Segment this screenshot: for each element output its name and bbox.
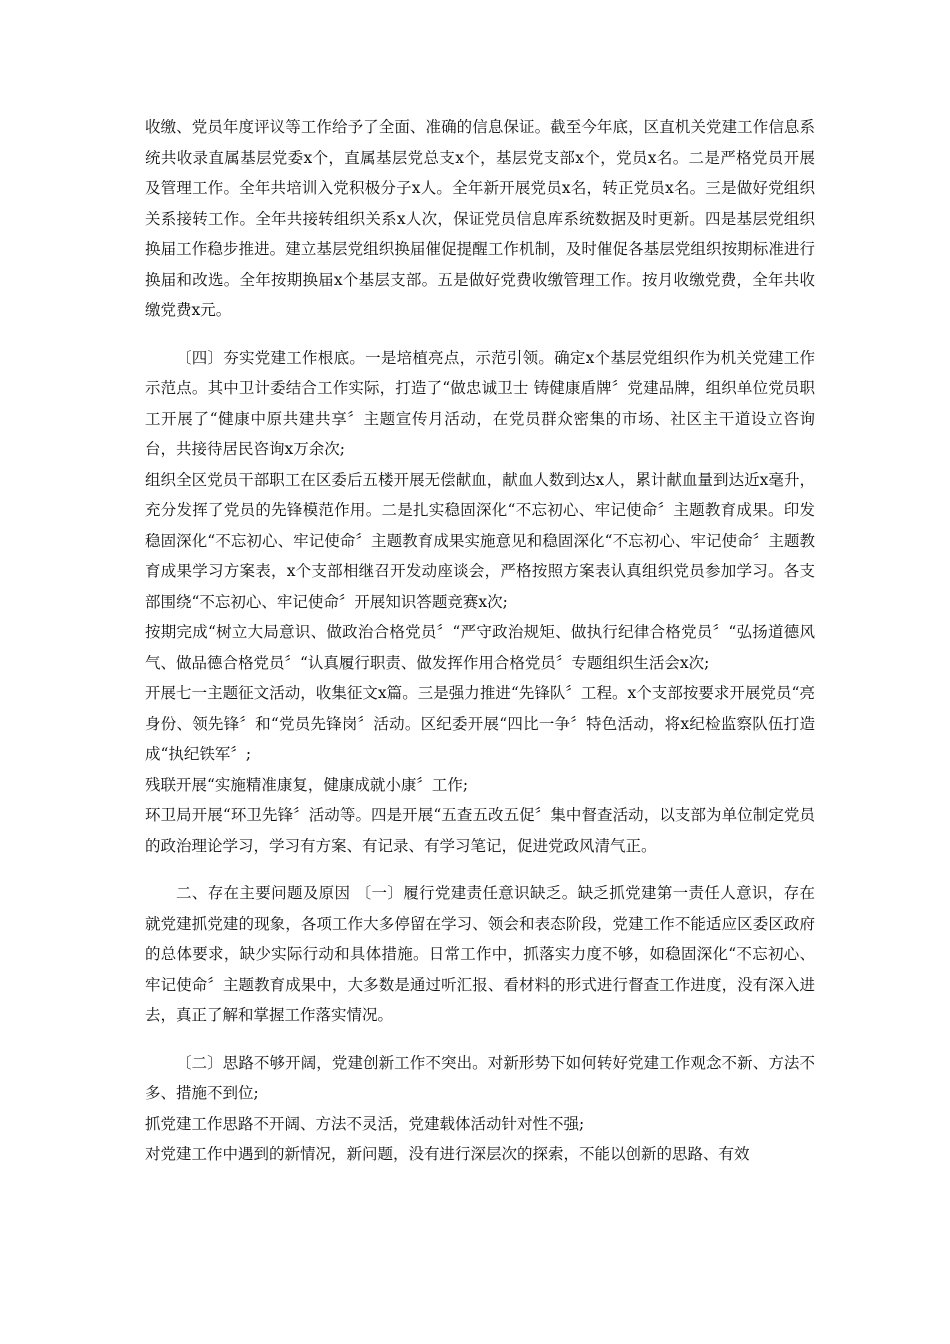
paragraph-blood-donation: 组织全区党员干部职工在区委后五楼开展无偿献血，献血人数到达x人，累计献血量到达近x毫升，充分发挥了党员的先锋模范作用。二是扎实稳固深化“不忘初心、牢记使命〞主题教育成果。印发稳固深化“不忘初心、牢记使命〞主题教育成果实施意见和稳固深化“不忘初心、牢记使命〞主题教育成果学习方案表，x个支部相继召开发动座谈会，严格按照方案表认真组织党员参加学习。各支部围绕“不忘初心、牢记使命〞开展知识答题竞赛x次; xyxy=(145,470,815,611)
paragraph-section-two: 〔二〕思路不够开阔，党建创新工作不突出。对新形势下如何转好党建工作观念不新、方法不多、措施不到位; xyxy=(145,1053,815,1102)
paragraph-working-ideas: 抓党建工作思路不开阔、方法不灵活，党建载体活动针对性不强; xyxy=(145,1114,585,1133)
paragraph-sanitation-bureau: 环卫局开展“环卫先锋〞活动等。四是开展“五查五改五促〞集中督查活动，以支部为单位制定党员的政治理论学习，学习有方案、有记录、有学习笔记，促进党政风清气正。 xyxy=(145,806,815,855)
paragraph-pioneer-project: 开展七一主题征文活动，收集征文x篇。三是强力推进“先锋队〞工程。x个支部按要求开展党员“亮身份、领先锋〞和“党员先锋岗〞活动。区纪委开展“四比一争〞特色活动，将x纪检监察队伍打造成“执纪铁军〞; xyxy=(145,684,815,763)
paragraph-new-situations: 对党建工作中遇到的新情况，新问题，没有进行深层次的探索，不能以创新的思路、有效 xyxy=(145,1145,750,1163)
paragraph-main-problems: 二、存在主要问题及原因 〔一〕履行党建责任意识缺乏。缺乏抓党建第一责任人意识，存在就党建抓党建的现象，各项工作大多停留在学习、领会和表态阶段，党建工作不能适应区委区政府的总体要求，缺少实际行动和具体措施。日常工作中，抓落实力度不够，如稳固深化“不忘初心、牢记使命〞主题教育成果中，大多数是通过听汇报、看材料的形式进行督查工作进度，没有深入进去，真正了解和掌握工作落实情况。 xyxy=(145,884,815,1024)
paragraph-organizational-life: 按期完成“树立大局意识、做政治合格党员〞“严守政治规矩、做执行纪律合格党员〞“弘扬道德风气、做品德合格党员〞“认真履行职责、做发挥作用合格党员〞专题组织生活会x次; xyxy=(145,623,815,672)
paragraph-info-system: 收缴、党员年度评议等工作给予了全面、准确的信息保证。截至今年底，区直机关党建工作信息系统共收录直属基层党委x个，直属基层党总支x个，基层党支部x个，党员x名。二是严格党员开展及管理工作。全年共培训入党积极分子x人。全年新开展党员x名，转正党员x名。三是做好党组织关系接转工作。全年共接转组织关系x人次，保证党员信息库系统数据及时更新。四是基层党组织换届工作稳步推进。建立基层党组织换届催促提醒工作机制，及时催促各基层党组织按期标准进行换届和改选。全年按期换届x个基层支部。五是做好党费收缴管理工作。按月收缴党费，全年共收缴党费x元。 xyxy=(145,118,815,319)
paragraph-disability-federation: 残联开展“实施精准康复，健康成就小康〞工作; xyxy=(145,775,469,794)
document-page xyxy=(145,112,815,1170)
paragraph-section-four: 〔四〕夯实党建工作根底。一是培植亮点，示范引领。确定x个基层党组织作为机关党建工作示范点。其中卫计委结合工作实际，打造了“做忠诚卫士 铸健康盾牌〞党建品牌，组织单位党员职工开展了“健康中原共建共享〞主题宣传月活动，在党员群众密集的市场、社区主干道设立咨询台，共接待居民咨询x万余次; xyxy=(145,348,815,458)
